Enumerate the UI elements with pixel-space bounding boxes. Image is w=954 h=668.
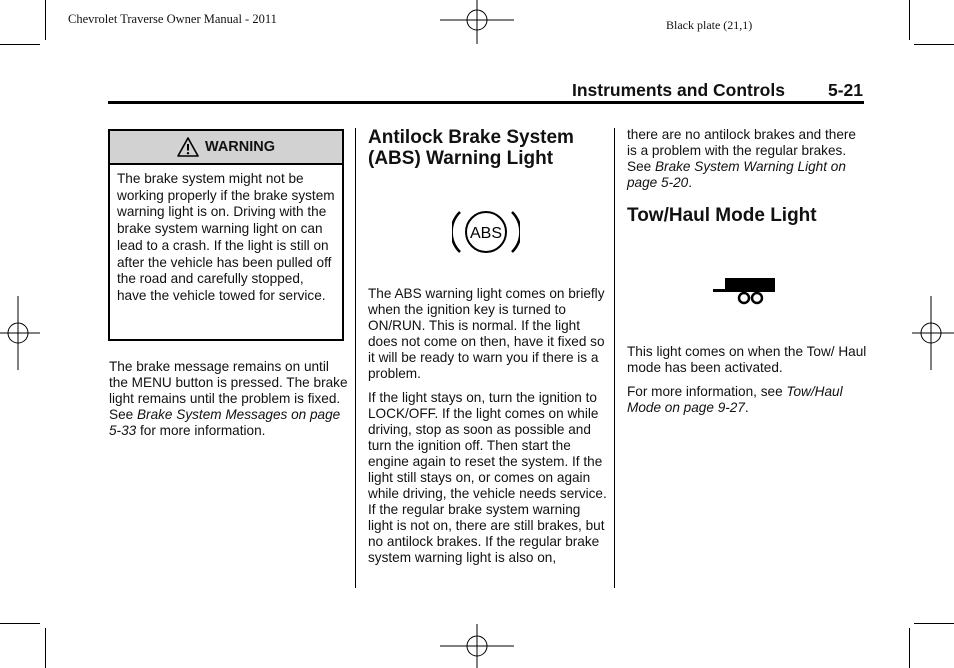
warning-triangle-icon <box>177 137 199 157</box>
text-run: For more information, see <box>627 384 787 399</box>
registration-mark-right <box>912 296 954 370</box>
brake-message-paragraph <box>109 359 349 447</box>
crop-mark <box>0 44 40 45</box>
crop-mark <box>914 623 954 624</box>
registration-mark-bottom <box>440 624 514 668</box>
plate-label: Black plate (21,1) <box>666 18 753 32</box>
column-divider <box>614 128 615 588</box>
text-run: . <box>688 175 693 190</box>
trailer-icon <box>711 276 777 306</box>
cross-reference: Tow/Haul Mode on page 9-27 <box>627 384 843 415</box>
text-run: there are no antilock brakes and there is a problem with the regular brakes. See <box>627 127 856 174</box>
abs-paragraph-1: The ABS warning light comes on briefly when the ignition key is turned to ON/RUN. This is normal. If the light does not come on then, have it fixed so it will be ready to warn you if there is a problem. <box>368 286 605 381</box>
warning-header <box>110 131 342 165</box>
abs-continued-paragraph <box>627 127 867 199</box>
cross-reference: Brake System Messages on page 5-33 <box>109 407 341 438</box>
warning-label: WARNING <box>204 139 276 155</box>
tow-haul-heading: Tow/Haul Mode Light <box>627 205 817 226</box>
abs-heading: Antilock Brake System (ABS) Warning Light <box>368 127 574 169</box>
abs-icon-text: ABS <box>469 225 503 242</box>
crop-mark <box>45 0 46 40</box>
abs-paragraph-2: If the light stays on, turn the ignition to LOCK/OFF. If the light comes on while driving, stop as soon as possible and turn the ignition off. Then start the engine again to reset the system. If the light still stays on, or comes on again while driving, the vehicle needs service. If the regular brake system warning light is not on, there are still brakes, but no antilock brakes. If the regular brake system warning light is also on, <box>368 390 607 565</box>
crop-mark <box>909 628 910 668</box>
manual-title: Chevrolet Traverse Owner Manual - 2011 <box>68 12 277 26</box>
crop-mark <box>0 623 40 624</box>
tow-paragraph-1: This light comes on when the Tow/ Haul mode has been activated. <box>627 344 867 375</box>
crop-mark <box>45 628 46 668</box>
abs-warning-icon <box>452 205 520 259</box>
text-run: for more information. <box>136 423 266 438</box>
column-divider <box>355 128 356 588</box>
tow-haul-paragraphs <box>627 344 867 424</box>
page-number: 5-21 <box>828 80 864 100</box>
registration-mark-top <box>440 0 514 44</box>
crop-mark <box>909 0 910 40</box>
abs-paragraphs <box>368 286 608 574</box>
warning-text: The brake system might not be working properly if the brake system warning light is on. Driving with the brake system warning light on can lead to a crash. If the light is still on after the vehicle has been pulled off the road and carefully stopped, have the vehicle towed for service. <box>117 171 335 303</box>
warning-box <box>108 129 344 341</box>
cross-reference: Brake System Warning Light on page 5-20 <box>627 159 846 190</box>
header-rule <box>108 101 864 104</box>
text-run: . <box>744 400 749 415</box>
registration-mark-left <box>0 296 40 370</box>
section-title: Instruments and Controls <box>572 80 785 100</box>
crop-mark <box>914 44 954 45</box>
text-run: The brake message remains on until the MENU button is pressed. The brake light remains until the problem is fixed. See <box>109 359 348 422</box>
